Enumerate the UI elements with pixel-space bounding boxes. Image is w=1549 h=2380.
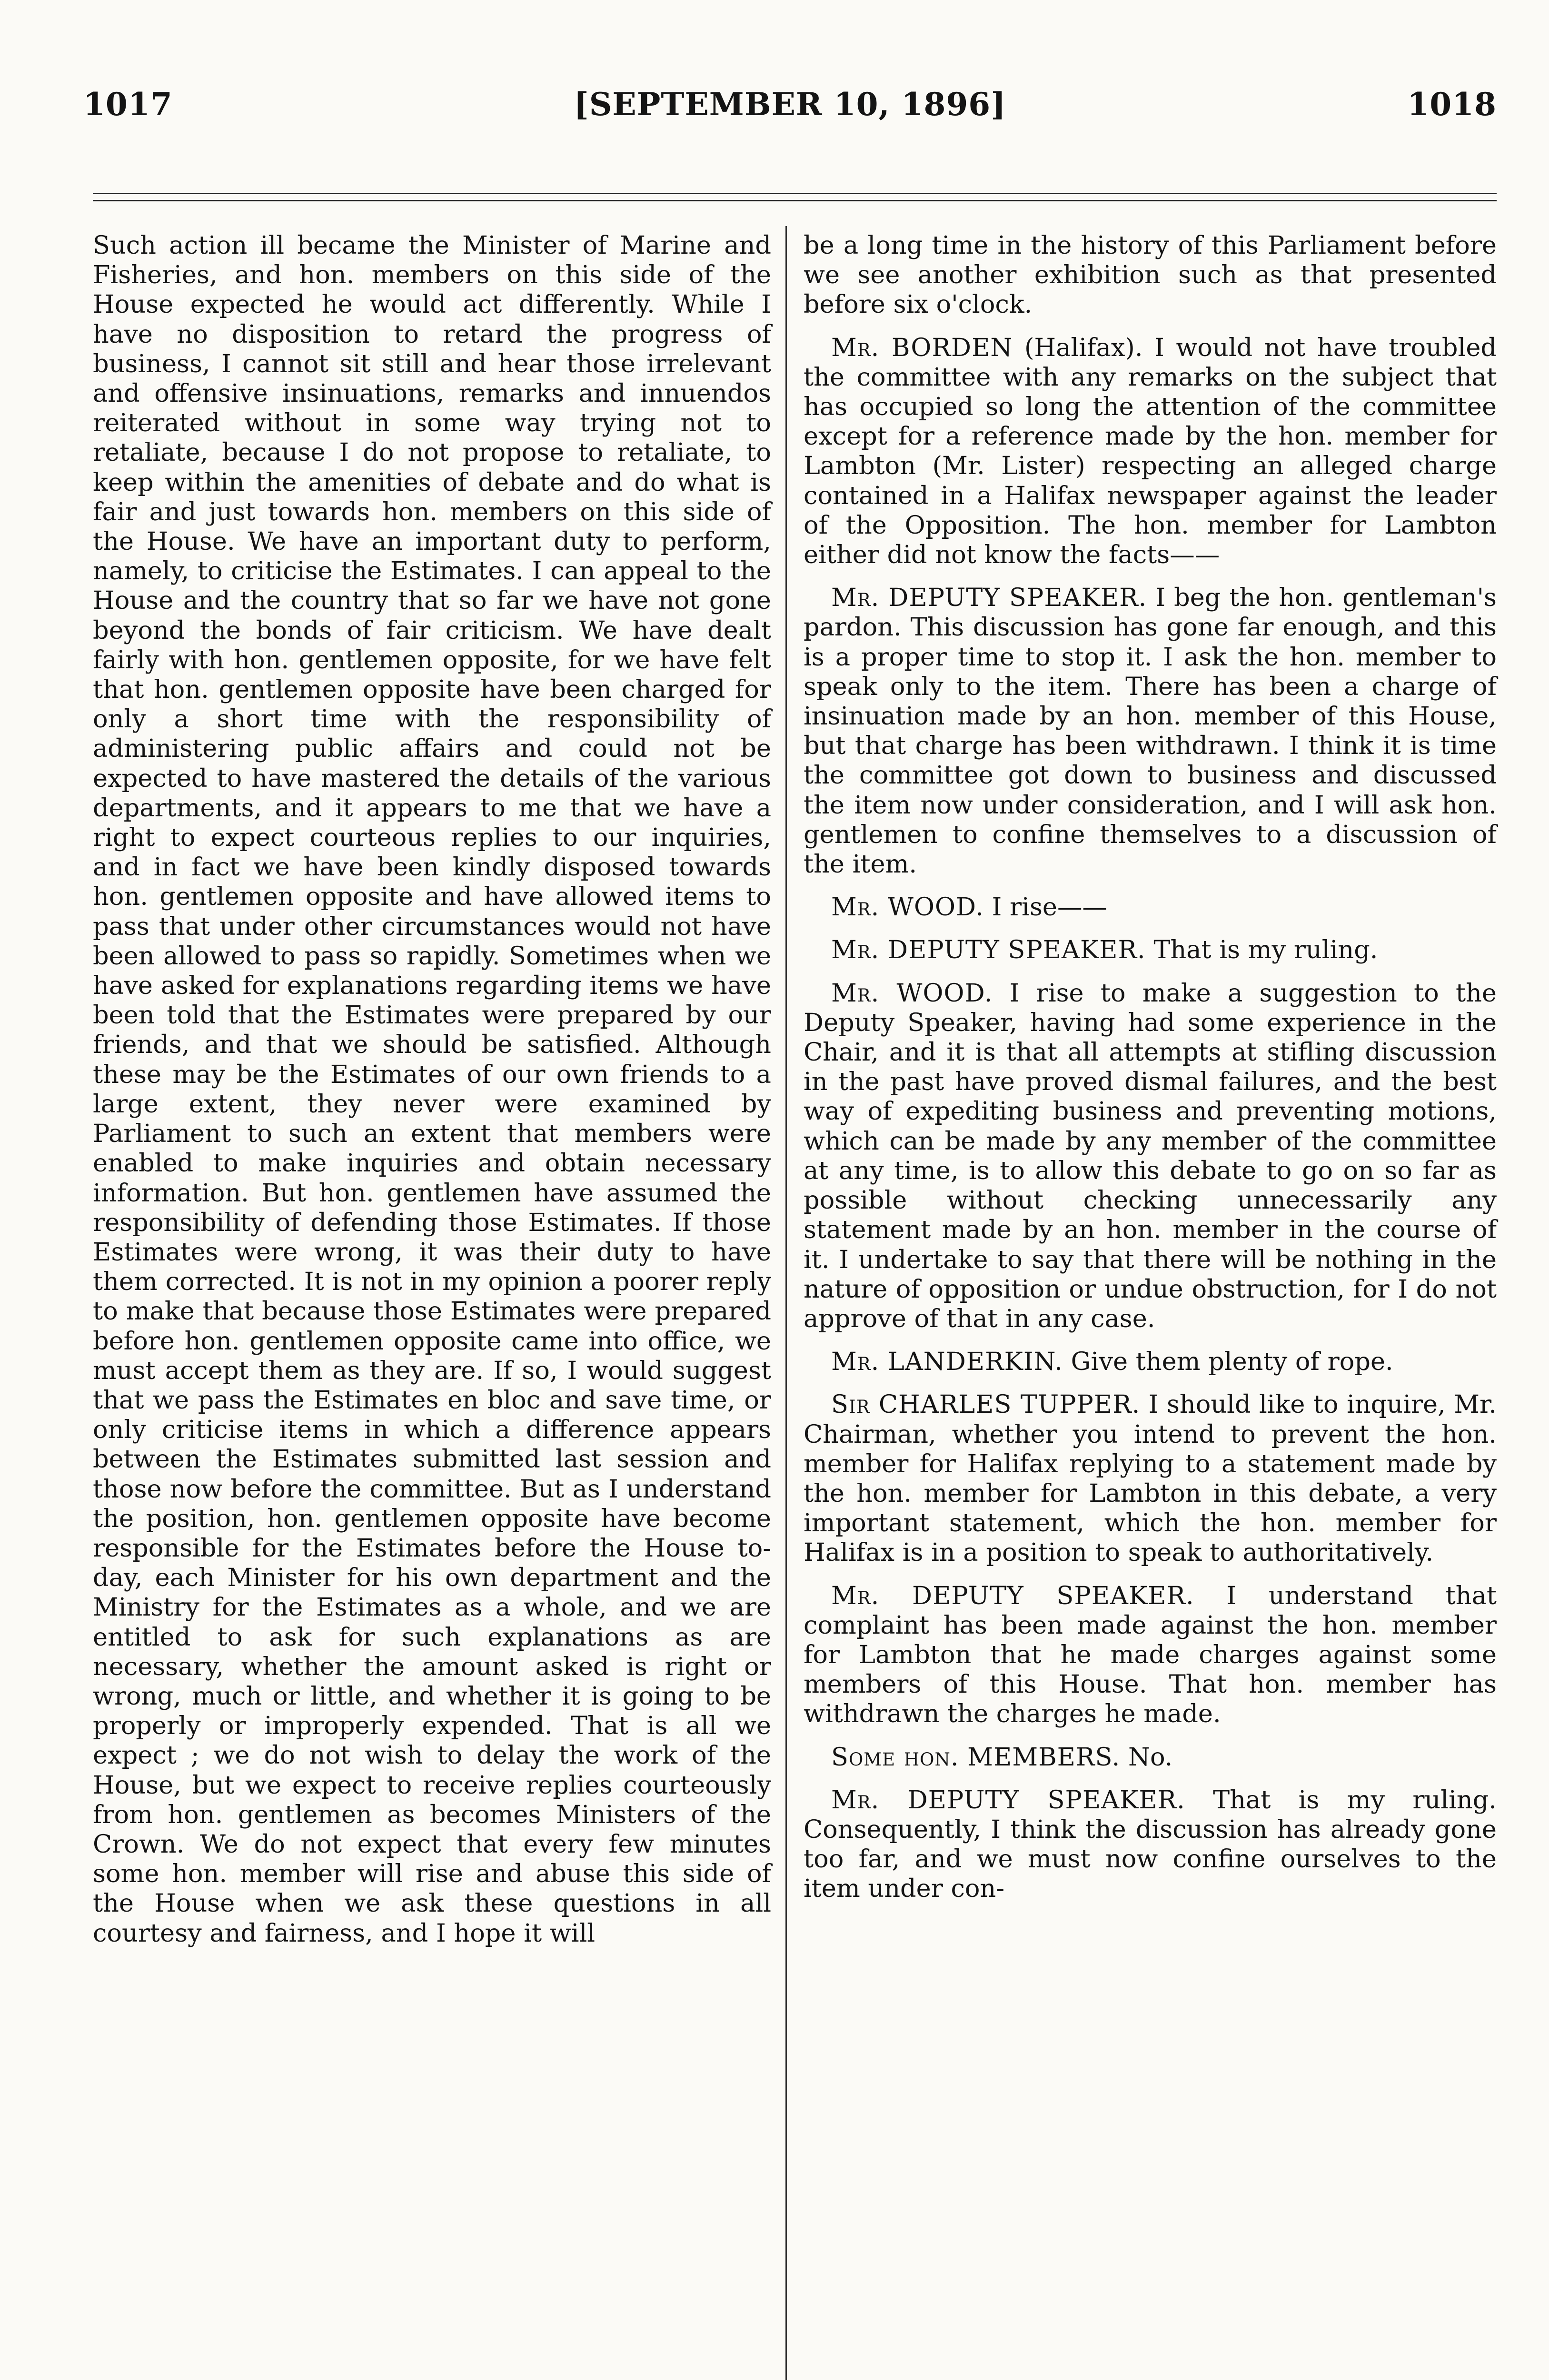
speech-text: That is my ruling. Consequently, I think the discussion has already gone too far, and we must now confine ourselves to the item under con-	[804, 1785, 1497, 1904]
page-header	[83, 86, 1497, 143]
speech-text: No.	[1128, 1742, 1173, 1772]
speech-landerkin	[804, 1347, 1497, 1377]
speaker-name: Mr. BORDEN	[831, 333, 1013, 362]
speaker-name: Mr. WOOD.	[831, 978, 993, 1008]
speaker-name: Sir CHARLES TUPPER.	[831, 1390, 1141, 1419]
page-number-right: 1018	[1407, 86, 1497, 123]
speaker-name: Mr. LANDERKIN.	[831, 1347, 1063, 1377]
speech-text: (Halifax). I would not have troubled the committee with any remarks on the subject that has occupied so long the attention of the committee except for a reference made by the hon. member for Lambton (Mr. Lister) respecting an alleged charge contained in a Halifax newspaper against the leader of the Opposition. The hon. member for Lambton either did not know the facts——	[804, 333, 1497, 570]
speech-wood-1	[804, 892, 1497, 922]
speaker-name: Mr. DEPUTY SPEAKER.	[831, 935, 1146, 965]
speech-text: I rise to make a suggestion to the Deputy Speaker, having had some experience in the Chair, and it is that all attempts at stifling discussion in the past have proved dismal failures, and the best way of expediting business and preventing motions, which can be made by any member of the committee at any time, is to allow this debate to go on so far as possible without checking unnecessarily any statement made by an hon. member in the course of it. I undertake to say that there will be nothing in the nature of opposition or undue obstruction, for I do not approve of that in any case.	[804, 978, 1497, 1333]
speech-deputy-speaker-2	[804, 935, 1497, 965]
speaker-name: Some hon. MEMBERS.	[831, 1742, 1121, 1772]
speech-text: I rise——	[992, 892, 1107, 922]
speech-tupper	[804, 1390, 1497, 1567]
speech-text: I understand that complaint has been made against the hon. member for Lambton that he made charges against some members of this House. That hon. member has withdrawn the charges he made.	[804, 1581, 1497, 1729]
speaker-name: Mr. DEPUTY SPEAKER.	[831, 1581, 1194, 1610]
speech-wood-2	[804, 979, 1497, 1334]
speech-text: That is my ruling.	[1153, 935, 1378, 965]
header-double-rule	[93, 193, 1497, 207]
speaker-name: Mr. DEPUTY SPEAKER.	[831, 1785, 1185, 1815]
header-date: [SEPTEMBER 10, 1896]	[574, 86, 1006, 123]
speech-borden	[804, 333, 1497, 570]
right-column	[804, 231, 1497, 1917]
left-column	[93, 231, 771, 1962]
column-divider	[785, 226, 787, 2380]
continued-paragraph: be a long time in the history of this Parliament before we see another exhibition such as that presented before six o'clock.	[804, 231, 1497, 319]
speech-deputy-speaker-3	[804, 1581, 1497, 1729]
speech-members	[804, 1743, 1497, 1772]
rule-bottom	[93, 200, 1497, 201]
speech-text: I beg the hon. gentleman's pardon. This discussion has gone far enough, and this is a proper time to stop it. I ask the hon. member to speak only to the item. There has been a charge of insinuation made by an hon. member of this House, but that charge has been withdrawn. I think it is time the committee got down to business and discussed the item now under consideration, and I will ask hon. gentlemen to confine themselves to a discussion of the item.	[804, 583, 1497, 879]
rule-top	[93, 193, 1497, 194]
speaker-name: Mr. WOOD.	[831, 892, 984, 922]
page-number-left: 1017	[83, 86, 173, 123]
speech-text: I should like to inquire, Mr. Chairman, whether you intend to prevent the hon. member for Halifax replying to a statement made by the hon. member for Lambton in this debate, a very important statement, which the hon. member for Halifax is in a position to speak to authoritatively.	[804, 1390, 1497, 1567]
speaker-name: Mr. DEPUTY SPEAKER.	[831, 583, 1147, 613]
speech-deputy-speaker-4	[804, 1785, 1497, 1904]
speech-text: Give them plenty of rope.	[1071, 1347, 1393, 1377]
left-paragraph: Such action ill became the Minister of Marine and Fisheries, and hon. members on this side of the House expected he would act differently. While I have no disposition to retard the progress of business, I cannot sit still and hear those irrelevant and offensive insinuations, remarks and innuendos reiterated without in some way trying not to retaliate, because I do not propose to retaliate, to keep within the amenities of debate and do what is fair and just towards hon. members on this side of the House. We have an important duty to perform, namely, to criticise the Estimates. I can appeal to the House and the country that so far we have not gone beyond the bonds of fair criticism. We have dealt fairly with hon. gentlemen opposite, for we have felt that hon. gentlemen opposite have been charged for only a short time with the responsibility of administering public affairs and could not be expected to have mastered the details of the various departments, and it appears to me that we have a right to expect courteous replies to our inquiries, and in fact we have been kindly disposed towards hon. gentlemen opposite and have allowed items to pass that under other circumstances would not have been allowed to pass so rapidly. Sometimes when we have asked for explanations regarding items we have been told that the Estimates were prepared by our friends, and that we should be satisfied. Although these may be the Estimates of our own friends to a large extent, they never were examined by Parliament to such an extent that members were enabled to make inquiries and obtain necessary information. But hon. gentlemen have assumed the responsibility of defending those Estimates. If those Estimates were wrong, it was their duty to have them corrected. It is not in my opinion a poorer reply to make that because those Estimates were prepared before hon. gentlemen opposite came into office, we must accept them as they are. If so, I would suggest that we pass the Estimates en bloc and save time, or only criticise items in which a difference appears between the Estimates submitted last session and those now before the committee. But as I understand the position, hon. gentlemen opposite have become responsible for the Estimates before the House to-day, each Minister for his own department and the Ministry for the Estimates as a whole, and we are entitled to ask for such explanations as are necessary, whether the amount asked is right or wrong, much or little, and whether it is going to be properly or improperly expended. That is all we expect ; we do not wish to delay the work of the House, but we expect to receive replies courteously from hon. gentlemen as becomes Ministers of the Crown. We do not expect that every few minutes some hon. member will rise and abuse this side of the House when we ask these questions in all courtesy and fairness, and I hope it will	[93, 231, 771, 1948]
speech-deputy-speaker-1	[804, 583, 1497, 879]
